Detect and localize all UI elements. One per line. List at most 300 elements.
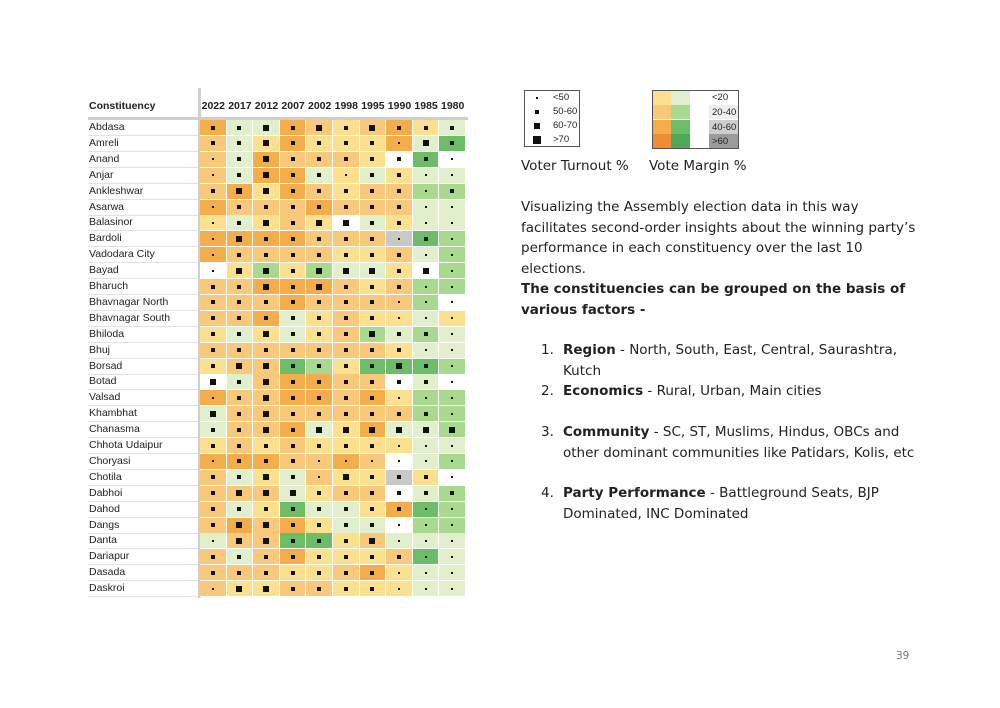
heatmap-cell (386, 279, 413, 295)
heatmap-cell (386, 390, 413, 406)
heatmap-cell (413, 168, 440, 184)
heatmap-cell (333, 295, 360, 311)
factor-body (563, 381, 923, 402)
turnout-marker (237, 412, 241, 416)
turnout-marker (263, 331, 269, 337)
turnout-marker (425, 190, 427, 192)
heatmap-cell (227, 438, 254, 454)
turnout-marker (370, 285, 374, 289)
heatmap-cell (227, 311, 254, 327)
turnout-marker (344, 348, 348, 352)
voter-turnout-legend-title: Voter Turnout % (521, 158, 629, 174)
constituency-name: Bhuj (89, 343, 111, 356)
heatmap-cell (306, 231, 333, 247)
table-row (88, 502, 468, 518)
turnout-marker (264, 237, 268, 241)
table-row (88, 565, 468, 581)
heatmap-cell (386, 152, 413, 168)
turnout-legend-label: >70 (553, 134, 570, 145)
turnout-marker (344, 555, 348, 559)
turnout-marker (344, 285, 348, 289)
heatmap-cell (227, 168, 254, 184)
turnout-legend-label: 60-70 (553, 120, 578, 131)
turnout-marker (344, 157, 348, 161)
turnout-marker (263, 156, 269, 162)
heatmap-cell (200, 565, 227, 581)
heatmap-cell (413, 215, 440, 231)
turnout-marker (236, 586, 242, 592)
heatmap-cell (360, 168, 387, 184)
heatmap-cell (333, 406, 360, 422)
turnout-marker (263, 490, 269, 496)
heatmap-cell (386, 311, 413, 327)
turnout-marker (344, 523, 348, 527)
heatmap-cell (200, 581, 227, 597)
heatmap-cell (360, 279, 387, 295)
turnout-marker (369, 125, 375, 131)
year-header-1980: 1980 (441, 100, 465, 112)
heatmap-cell (386, 136, 413, 152)
turnout-marker (344, 396, 348, 400)
turnout-marker (425, 572, 427, 574)
heatmap-cell (280, 200, 307, 216)
heatmap-cell (333, 136, 360, 152)
turnout-marker (369, 427, 375, 433)
heatmap-cell (306, 168, 333, 184)
heatmap-cell (253, 454, 280, 470)
turnout-marker (398, 460, 400, 462)
heatmap-cell (200, 406, 227, 422)
heatmap-cell (413, 263, 440, 279)
turnout-marker (263, 427, 269, 433)
heatmap-cell (439, 518, 466, 534)
turnout-marker (316, 427, 322, 433)
heatmap-cell (227, 486, 254, 502)
turnout-marker (236, 490, 242, 496)
heatmap-cell (360, 200, 387, 216)
heatmap-cell (439, 454, 466, 470)
turnout-marker (211, 126, 215, 130)
turnout-marker (370, 491, 374, 495)
turnout-marker (424, 237, 428, 241)
heatmap-cell (227, 231, 254, 247)
turnout-marker (263, 379, 269, 385)
factor-desc: - Battleground Seats, BJP Dominated, INC Dominated (563, 485, 879, 522)
heatmap-cell (253, 470, 280, 486)
table-row (88, 215, 468, 231)
heatmap-cell (413, 136, 440, 152)
turnout-marker (317, 412, 321, 416)
heatmap-cell (306, 502, 333, 518)
heatmap-cell (360, 470, 387, 486)
turnout-marker (397, 205, 401, 209)
heatmap-cell (280, 581, 307, 597)
heatmap-cell (306, 263, 333, 279)
heatmap-cell (280, 311, 307, 327)
turnout-marker (263, 220, 269, 226)
constituency-name: Vadodara City (89, 248, 155, 261)
turnout-marker (291, 126, 295, 130)
heatmap-cell (306, 215, 333, 231)
heatmap-cell (306, 406, 333, 422)
heatmap-cell (439, 247, 466, 263)
turnout-marker (317, 380, 321, 384)
heatmap-cell (386, 295, 413, 311)
heatmap-cell (306, 518, 333, 534)
heatmap-cell (280, 295, 307, 311)
turnout-marker (264, 555, 268, 559)
turnout-marker (450, 126, 454, 130)
heatmap-cell (333, 343, 360, 359)
heatmap-cell (227, 406, 254, 422)
turnout-marker (397, 157, 401, 161)
margin-legend-swatch (671, 134, 690, 149)
turnout-marker (451, 301, 453, 303)
heatmap-cell (227, 184, 254, 200)
turnout-marker (211, 475, 215, 479)
turnout-marker (423, 140, 429, 146)
heatmap-cell (227, 200, 254, 216)
heatmap-cell (227, 247, 254, 263)
heatmap-cell (227, 152, 254, 168)
turnout-marker (237, 348, 241, 352)
heatmap-cell (386, 565, 413, 581)
heatmap-cell (386, 422, 413, 438)
turnout-marker (211, 285, 215, 289)
heatmap-cell (439, 374, 466, 390)
turnout-marker (212, 460, 214, 462)
heatmap-cell (227, 518, 254, 534)
turnout-marker (397, 412, 401, 416)
turnout-marker (425, 317, 427, 319)
heatmap-cell (386, 247, 413, 263)
turnout-marker (370, 412, 374, 416)
heatmap-cell (280, 518, 307, 534)
table-row (88, 390, 468, 406)
heatmap-cell (253, 279, 280, 295)
heatmap-cell (333, 215, 360, 231)
turnout-marker (344, 444, 348, 448)
heatmap-cell (306, 295, 333, 311)
year-header-1990: 1990 (387, 100, 412, 112)
heatmap-cell (360, 295, 387, 311)
turnout-marker (343, 220, 349, 226)
turnout-marker (291, 141, 295, 145)
heatmap-cell (439, 438, 466, 454)
turnout-marker (212, 270, 214, 272)
heatmap-cell (413, 549, 440, 565)
turnout-marker (450, 189, 454, 193)
heatmap-cell (227, 295, 254, 311)
turnout-marker (237, 221, 241, 225)
heatmap-cell (227, 359, 254, 375)
turnout-marker (317, 507, 321, 511)
turnout-marker (317, 189, 321, 193)
margin-legend-label: <20 (712, 92, 729, 103)
turnout-marker (370, 571, 374, 575)
turnout-marker (344, 253, 348, 257)
turnout-marker (237, 285, 241, 289)
factor-number: 3. (541, 424, 554, 440)
heatmap-cell (333, 327, 360, 343)
heatmap-cell (200, 390, 227, 406)
heatmap-cell (253, 533, 280, 549)
heatmap-cell (306, 279, 333, 295)
constituency-name: Chotila (89, 470, 122, 483)
heatmap-cell (333, 247, 360, 263)
turnout-marker (237, 571, 241, 575)
heatmap-cell (227, 549, 254, 565)
turnout-marker (451, 365, 453, 367)
table-row (88, 343, 468, 359)
heatmap-cell (280, 152, 307, 168)
heatmap-cell (439, 311, 466, 327)
turnout-marker (397, 380, 401, 384)
heatmap-cell (306, 343, 333, 359)
table-row (88, 549, 468, 565)
margin-legend-swatch (671, 90, 690, 105)
heatmap-cell (200, 438, 227, 454)
heatmap-cell (253, 311, 280, 327)
factor-key: Region (563, 342, 616, 358)
turnout-marker (451, 540, 453, 542)
heatmap-cell (386, 215, 413, 231)
turnout-marker (343, 268, 349, 274)
heatmap-cell (253, 343, 280, 359)
heatmap-cell (227, 470, 254, 486)
turnout-marker (397, 173, 401, 177)
turnout-marker (423, 427, 429, 433)
heatmap-cell (227, 454, 254, 470)
heatmap-cell (360, 565, 387, 581)
heatmap-cell (386, 533, 413, 549)
turnout-marker (317, 205, 321, 209)
table-row (88, 120, 468, 136)
heatmap-cell (227, 502, 254, 518)
turnout-marker (291, 300, 295, 304)
turnout-marker (291, 475, 295, 479)
heatmap-cell (227, 581, 254, 597)
heatmap-cell (227, 565, 254, 581)
turnout-marker (450, 141, 454, 145)
turnout-marker (344, 571, 348, 575)
turnout-marker (317, 253, 321, 257)
heatmap-cell (306, 136, 333, 152)
turnout-marker (211, 491, 215, 495)
constituency-name: Khambhat (89, 407, 137, 420)
turnout-marker (451, 413, 453, 415)
heatmap-cell (200, 279, 227, 295)
heatmap-cell (253, 215, 280, 231)
turnout-marker (212, 206, 214, 208)
year-header-2022: 2022 (201, 100, 225, 112)
vote-margin-legend-title: Vote Margin % (649, 158, 747, 174)
factor-number: 2. (541, 383, 554, 399)
heatmap-cell (253, 184, 280, 200)
turnout-marker (291, 555, 295, 559)
factor-key: Economics (563, 383, 644, 399)
factor-desc: - SC, ST, Muslims, Hindus, OBCs and other dominant communities like Patidars, Kolis, etc (563, 424, 915, 461)
turnout-marker (370, 444, 374, 448)
heatmap-cell (360, 454, 387, 470)
factor-number: 4. (541, 485, 554, 501)
heatmap-cell (253, 581, 280, 597)
heatmap-cell (333, 311, 360, 327)
turnout-marker (237, 316, 241, 320)
heatmap-cell (280, 533, 307, 549)
constituency-name: Amreli (89, 136, 119, 149)
heatmap-cell (413, 565, 440, 581)
turnout-marker (211, 523, 215, 527)
heatmap-cell (360, 311, 387, 327)
heatmap-cell (333, 502, 360, 518)
turnout-marker (291, 380, 295, 384)
heatmap-cell (253, 263, 280, 279)
turnout-marker (451, 222, 453, 224)
turnout-marker (451, 381, 453, 383)
turnout-marker (263, 125, 269, 131)
table-row (88, 422, 468, 438)
turnout-marker (264, 348, 268, 352)
heatmap-cell (413, 200, 440, 216)
turnout-marker (370, 173, 374, 177)
turnout-marker (236, 188, 242, 194)
heatmap-cell (439, 486, 466, 502)
turnout-marker (425, 349, 427, 351)
turnout-legend-label: <50 (553, 92, 570, 103)
heatmap-cell (200, 374, 227, 390)
turnout-marker (398, 238, 400, 240)
constituency-name: Botad (89, 375, 117, 388)
heatmap-cell (360, 247, 387, 263)
turnout-marker (344, 189, 348, 193)
constituency-name: Bharuch (89, 280, 129, 292)
heatmap-cell (386, 502, 413, 518)
heatmap-cell (439, 422, 466, 438)
heatmap-cell (280, 263, 307, 279)
constituency-name: Bardoli (89, 232, 122, 245)
turnout-marker (425, 286, 427, 288)
heatmap-cell (360, 184, 387, 200)
heatmap-cell (333, 263, 360, 279)
turnout-marker (316, 284, 322, 290)
turnout-marker (317, 316, 321, 320)
turnout-marker (291, 157, 295, 161)
heatmap-cell (360, 374, 387, 390)
turnout-marker (264, 300, 268, 304)
turnout-marker (343, 474, 349, 480)
turnout-marker (291, 285, 295, 289)
heatmap-cell (306, 359, 333, 375)
heatmap-cell (280, 422, 307, 438)
turnout-marker (237, 396, 241, 400)
heatmap-cell (253, 168, 280, 184)
heatmap-cell (333, 200, 360, 216)
turnout-marker (451, 270, 453, 272)
table-row (88, 152, 468, 168)
heatmap-cell (280, 565, 307, 581)
heatmap-cell (306, 390, 333, 406)
heatmap-cell (386, 486, 413, 502)
turnout-marker (450, 491, 454, 495)
heatmap-cell (253, 327, 280, 343)
heatmap-cell (200, 533, 227, 549)
turnout-marker (451, 206, 453, 208)
turnout-marker (291, 459, 295, 463)
page-number: 39 (896, 650, 910, 662)
heatmap-cell (253, 136, 280, 152)
turnout-marker (210, 411, 216, 417)
turnout-marker (344, 364, 348, 368)
heatmap-cell (333, 231, 360, 247)
table-row (88, 454, 468, 470)
turnout-marker (263, 411, 269, 417)
turnout-marker (237, 332, 241, 336)
turnout-marker (263, 363, 269, 369)
table-row (88, 486, 468, 502)
heatmap-cell (413, 184, 440, 200)
heatmap-cell (439, 549, 466, 565)
heatmap-cell (333, 486, 360, 502)
turnout-legend-entry (525, 119, 581, 133)
turnout-marker (397, 285, 401, 289)
heatmap-cell (386, 120, 413, 136)
turnout-marker (451, 445, 453, 447)
heatmap-cell (280, 279, 307, 295)
heatmap-cell (413, 374, 440, 390)
heatmap-cell (386, 454, 413, 470)
turnout-marker (237, 475, 241, 479)
turnout-marker (424, 475, 428, 479)
turnout-marker (345, 174, 347, 176)
turnout-marker (237, 555, 241, 559)
heatmap-cell (306, 374, 333, 390)
year-header-1998: 1998 (334, 100, 358, 112)
heatmap-cell (280, 136, 307, 152)
turnout-marker (370, 316, 374, 320)
turnout-marker (398, 445, 400, 447)
turnout-marker (398, 572, 400, 574)
turnout-marker (237, 380, 241, 384)
turnout-marker (317, 173, 321, 177)
heatmap-cell (253, 152, 280, 168)
turnout-legend-marker (534, 123, 540, 129)
vote-margin-legend (652, 90, 739, 149)
turnout-marker (264, 459, 268, 463)
factor-desc: - North, South, East, Central, Saurashtra, Kutch (563, 342, 898, 379)
turnout-marker (316, 220, 322, 226)
heatmap-header (88, 88, 468, 120)
turnout-marker (451, 158, 453, 160)
turnout-marker (263, 188, 269, 194)
heatmap-cell (333, 470, 360, 486)
turnout-marker (317, 332, 321, 336)
heatmap-cell (360, 390, 387, 406)
turnout-marker (425, 460, 427, 462)
turnout-marker (291, 571, 295, 575)
heatmap-cell (439, 470, 466, 486)
table-row (88, 247, 468, 263)
heatmap-cell (227, 343, 254, 359)
heatmap-cell (306, 311, 333, 327)
constituency-name: Borsad (89, 359, 123, 372)
table-row (88, 327, 468, 343)
turnout-marker (397, 507, 401, 511)
heatmap-cell (253, 518, 280, 534)
turnout-marker (424, 126, 428, 130)
heatmap-cell (200, 422, 227, 438)
turnout-legend-marker (533, 136, 541, 144)
